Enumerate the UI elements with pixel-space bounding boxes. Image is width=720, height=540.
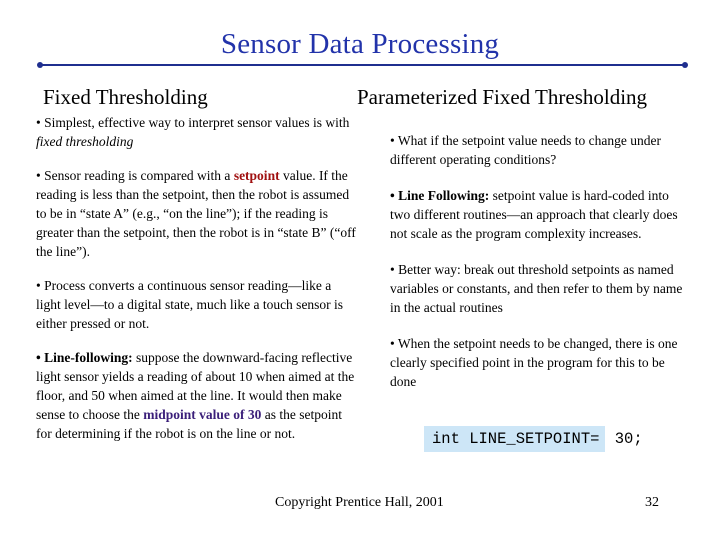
bullet-text: • Process converts a continuous sensor reading—like a light level—to a digital state, much like a touch sensor is either pressed or not. bbox=[36, 278, 344, 331]
left-column bbox=[36, 113, 358, 458]
page-number: 32 bbox=[645, 495, 659, 510]
copyright-footer: Copyright Prentice Hall, 2001 bbox=[275, 495, 444, 510]
right-bullet-3 bbox=[390, 260, 690, 317]
right-bullet-2 bbox=[390, 186, 690, 243]
bullet-text: • Better way: break out threshold setpoints as named variables or constants, and then refer to them by name in the actual routines bbox=[390, 262, 683, 315]
right-bullet-4 bbox=[390, 334, 690, 391]
bullet-text: Simplest, effective way to interpret sensor values is with bbox=[40, 115, 350, 130]
underline-left-dot bbox=[37, 62, 43, 68]
bold-term: • Line Following: bbox=[390, 188, 490, 203]
bullet-text: suppose the downward-facing reflective light sensor yields a reading of about 10 when aimed at the floor, and 50 when aimed at the line. It would then make sense to choose the bbox=[36, 350, 355, 422]
left-bullet-1 bbox=[36, 113, 358, 151]
right-column bbox=[390, 131, 690, 408]
code-snippet bbox=[424, 426, 643, 452]
bullet-text: as the setpoint for determining if the robot is on the line or not. bbox=[36, 407, 342, 441]
left-bullet-4 bbox=[36, 348, 358, 443]
left-column-heading: Fixed Thresholding bbox=[43, 85, 208, 109]
bullet-text: setpoint value is hard-coded into two different routines—an approach that clearly does not scale as the program complexity increases. bbox=[390, 188, 678, 241]
right-column-heading: Parameterized Fixed Thresholding bbox=[357, 85, 648, 109]
title-underline bbox=[40, 64, 686, 66]
underline-right-dot bbox=[682, 62, 688, 68]
bullet-text: value. If the reading is less than the setpoint, then the robot is assumed to be in “state A” (e.g., “on the line”); if the reading is greater than the setpoint, then the robot is in “state B” (“off the line”). bbox=[36, 168, 356, 259]
bullet-text: • What if the setpoint value needs to change under different operating conditions? bbox=[390, 133, 662, 167]
bullet-text: • When the setpoint needs to be changed, there is one clearly specified point in the program for this to be done bbox=[390, 336, 678, 389]
italic-term: fixed thresholding bbox=[36, 134, 134, 149]
bold-term: • Line-following: bbox=[36, 350, 133, 365]
bullet-text: • Sensor reading is compared with a bbox=[36, 168, 234, 183]
code-highlighted: int LINE_SETPOINT= bbox=[424, 426, 605, 452]
midpoint-keyword: midpoint value of 30 bbox=[143, 407, 262, 422]
left-bullet-3 bbox=[36, 276, 358, 333]
right-bullet-1 bbox=[390, 131, 690, 169]
bullet-marker: • bbox=[36, 115, 41, 130]
setpoint-keyword: setpoint bbox=[233, 168, 280, 183]
code-rest: 30; bbox=[605, 430, 643, 448]
left-bullet-2 bbox=[36, 166, 358, 261]
slide-title: Sensor Data Processing bbox=[220, 28, 500, 60]
